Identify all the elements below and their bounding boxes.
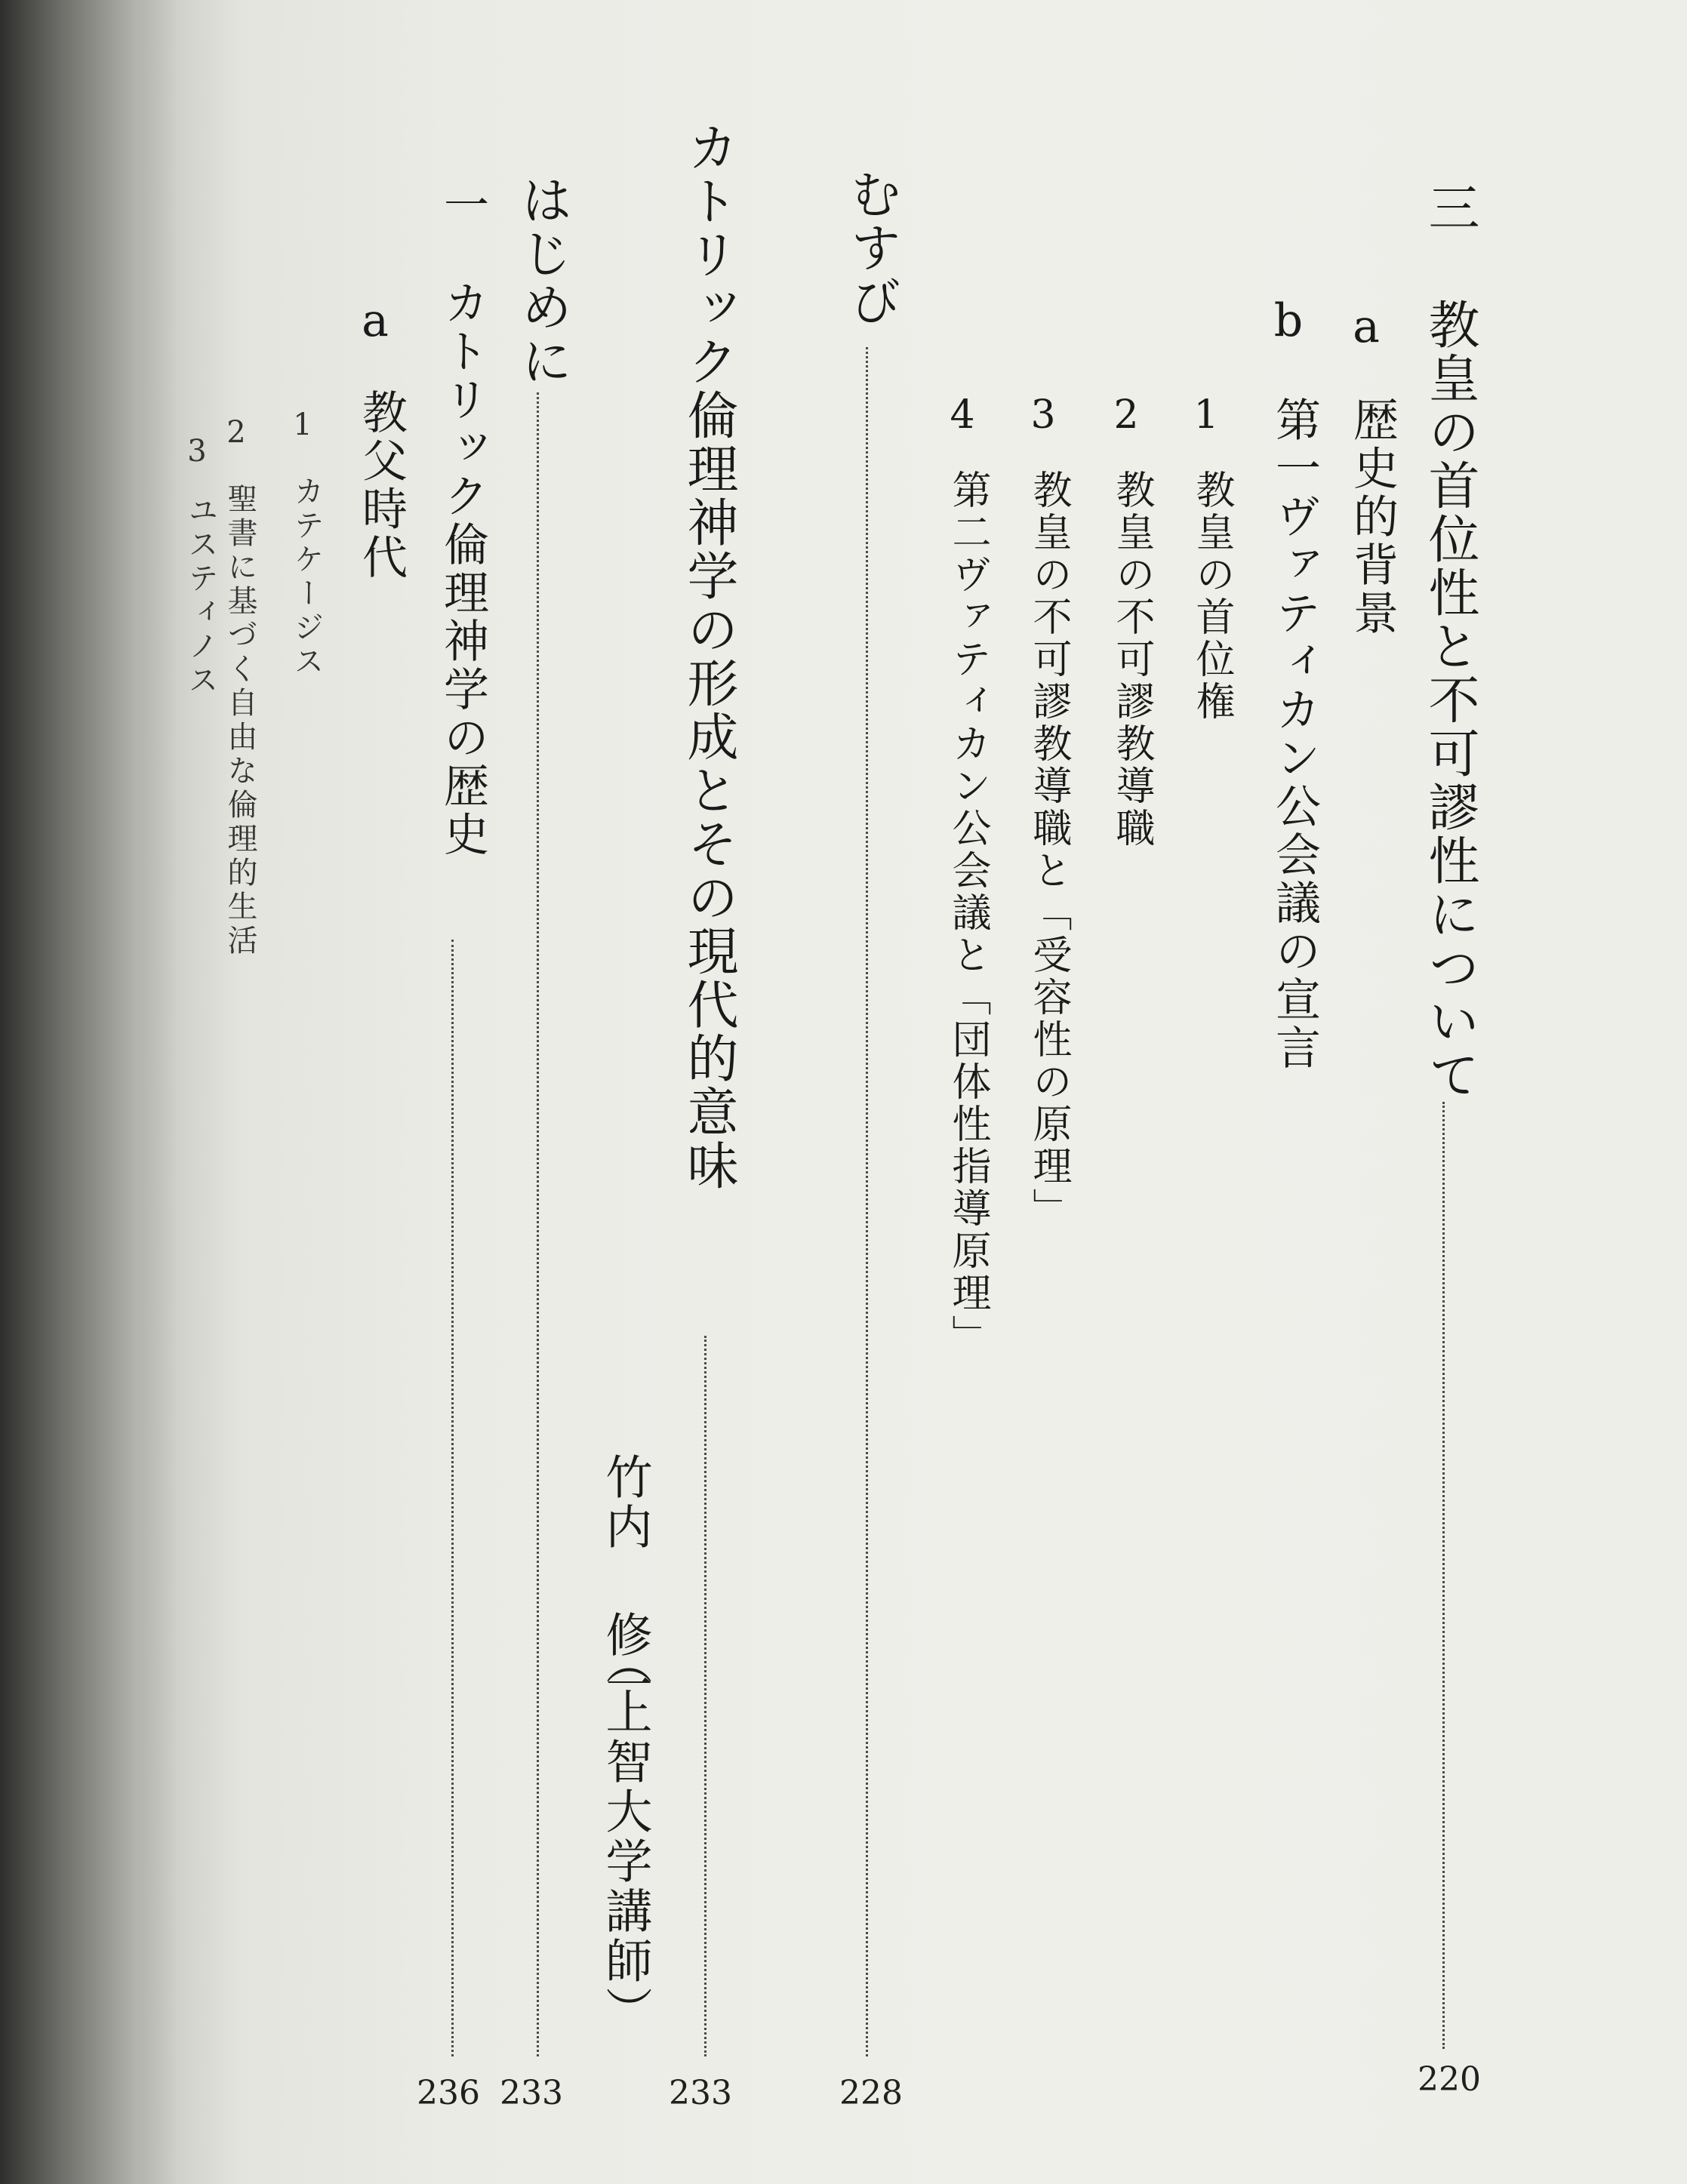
- leader-dots-220: [1442, 1102, 1445, 2049]
- item-1-title[interactable]: 教皇の首位権: [1189, 469, 1234, 723]
- sub-item-2-number: 2: [219, 415, 254, 454]
- item-3-title[interactable]: 教皇の不可謬教導職と「受容性の原理」: [1026, 469, 1071, 1230]
- page-number-220: 220: [1418, 2060, 1481, 2099]
- subsection-b-marker: b: [1262, 294, 1315, 350]
- author-affiliation: （上智大学講師）: [598, 1638, 653, 2036]
- book-gutter-shadow: [0, 0, 177, 2184]
- hajimeni-title[interactable]: はじめに: [513, 174, 572, 388]
- leader-dots-228: [866, 347, 868, 2056]
- page-number-233: 233: [500, 2074, 563, 2112]
- section-3-marker: 三: [1420, 181, 1479, 235]
- page-number-236: 236: [417, 2074, 480, 2112]
- leader-dots-236: [451, 940, 454, 2056]
- item-4-title[interactable]: 第二ヴァティカン公会議と「団体性指導原理」: [945, 469, 990, 1357]
- subsection-1a-title[interactable]: 教父時代: [355, 389, 408, 582]
- item-1-number: 1: [1184, 392, 1229, 441]
- subsection-1a-marker: a: [349, 294, 402, 350]
- sub-item-3-number: 3: [180, 434, 214, 472]
- item-2-number: 2: [1104, 392, 1149, 441]
- item-3-number: 3: [1021, 392, 1066, 441]
- page-number-233-chapter: 233: [669, 2074, 732, 2112]
- section-1-title[interactable]: カトリック倫理神学の歴史: [436, 279, 489, 859]
- sub-item-2-title[interactable]: 聖書に基づく自由な倫理的生活: [223, 483, 257, 958]
- sub-item-1-title[interactable]: カテケージス: [289, 475, 324, 679]
- page-number-228: 228: [839, 2074, 903, 2112]
- section-3-title[interactable]: 教皇の首位性と不可謬性について: [1420, 298, 1479, 1102]
- sub-item-1-number: 1: [285, 408, 320, 446]
- item-2-title[interactable]: 教皇の不可謬教導職: [1109, 469, 1154, 850]
- sub-item-3-title[interactable]: ユスティノス: [183, 494, 218, 698]
- chapter-title[interactable]: カトリック倫理神学の形成とその現代的意味: [679, 121, 738, 1192]
- author-name: 竹内 修一: [598, 1453, 653, 1710]
- musubi-title[interactable]: むすび: [842, 168, 901, 328]
- subsection-a-title[interactable]: 歴史的背景: [1346, 396, 1399, 638]
- section-1-marker: 一: [436, 181, 489, 229]
- leader-dots-233: [537, 392, 539, 2056]
- leader-dots-chapter: [704, 1336, 707, 2056]
- subsection-b-title[interactable]: 第一ヴァティカン公会議の宣言: [1268, 396, 1321, 1072]
- subsection-a-marker: a: [1340, 300, 1393, 356]
- item-4-number: 4: [940, 392, 985, 441]
